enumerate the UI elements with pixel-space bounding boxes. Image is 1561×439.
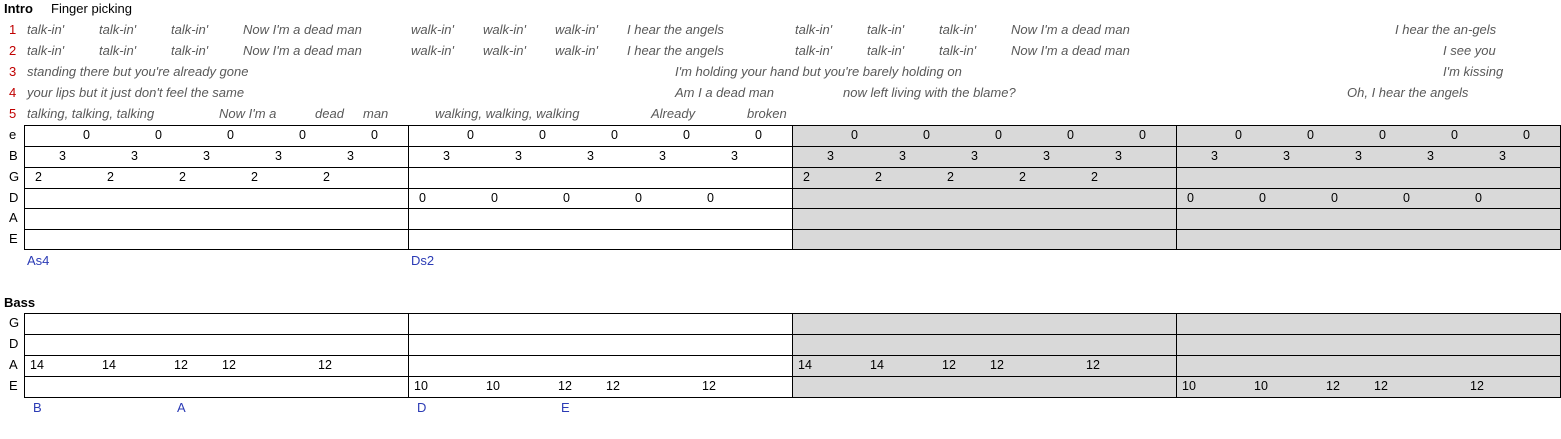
fret-number: 12 [942, 358, 956, 372]
fret-number: 0 [851, 128, 858, 142]
fret-number: 0 [923, 128, 930, 142]
fret-number: 0 [635, 191, 642, 205]
lyric-line-number: 3 [9, 64, 17, 79]
fret-number: 0 [83, 128, 90, 142]
fret-number: 3 [515, 149, 522, 163]
fret-number: 12 [702, 379, 716, 393]
lyric-line-number: 2 [9, 43, 17, 58]
bar-line [792, 313, 793, 398]
fret-number: 0 [491, 191, 498, 205]
fret-number: 0 [371, 128, 378, 142]
lyric-text: Already [651, 106, 696, 121]
fret-number: 3 [1355, 149, 1362, 163]
fret-number: 0 [1187, 191, 1194, 205]
fret-number: 0 [1523, 128, 1530, 142]
bar-line [792, 125, 793, 250]
fret-number: 10 [414, 379, 428, 393]
fret-number: 14 [102, 358, 116, 372]
lyric-text: walk-in' [555, 43, 598, 58]
fret-number: 14 [798, 358, 812, 372]
lyric-text: Oh, I hear the angels [1347, 85, 1469, 100]
lyric-line-number: 1 [9, 22, 17, 37]
lyric-text: talk-in' [27, 22, 65, 37]
chord-label: As4 [27, 253, 50, 268]
lyric-text: Now I'm a dead man [243, 22, 362, 37]
bass-title: Bass [4, 295, 36, 310]
lyric-text: talk-in' [795, 22, 833, 37]
fret-number: 12 [606, 379, 620, 393]
lyric-text: talk-in' [939, 43, 977, 58]
fret-number: 2 [323, 170, 330, 184]
fret-number: 3 [1043, 149, 1050, 163]
bar-line [24, 313, 25, 398]
lyric-text: Now I'm a dead man [1011, 43, 1130, 58]
fret-number: 3 [443, 149, 450, 163]
lyric-text: talk-in' [171, 22, 209, 37]
chord-label: Ds2 [411, 253, 435, 268]
lyric-text: talk-in' [27, 43, 65, 58]
chord-label: A [177, 400, 186, 415]
bar-line [24, 125, 25, 250]
lyric-text: I hear the angels [627, 22, 724, 37]
intro-title: Intro [4, 1, 33, 16]
chord-label: E [561, 400, 570, 415]
fret-number: 3 [827, 149, 834, 163]
fret-number: 3 [347, 149, 354, 163]
fret-number: 2 [875, 170, 882, 184]
fret-number: 2 [803, 170, 810, 184]
fret-number: 12 [1470, 379, 1484, 393]
fret-number: 0 [539, 128, 546, 142]
lyric-text: walking, walking, walking [435, 106, 580, 121]
fret-number: 14 [870, 358, 884, 372]
fret-number: 2 [251, 170, 258, 184]
fret-number: 14 [30, 358, 44, 372]
lyric-text: I see you [1443, 43, 1496, 58]
fret-number: 3 [1283, 149, 1290, 163]
fret-number: 0 [1307, 128, 1314, 142]
bar-line [1176, 125, 1177, 250]
fret-number: 0 [1259, 191, 1266, 205]
fret-number: 2 [1019, 170, 1026, 184]
fret-number: 3 [1115, 149, 1122, 163]
fret-number: 3 [275, 149, 282, 163]
lyric-text: Now I'm a [219, 106, 277, 121]
lyric-line-number: 4 [9, 85, 17, 100]
fret-number: 2 [947, 170, 954, 184]
fret-number: 2 [1091, 170, 1098, 184]
string-label: A [9, 210, 18, 225]
lyric-text: talk-in' [939, 22, 977, 37]
string-label: A [9, 357, 18, 372]
fret-number: 0 [707, 191, 714, 205]
fret-number: 0 [467, 128, 474, 142]
lyric-text: your lips but it just don't feel the same [27, 85, 245, 100]
lyric-text: I'm holding your hand but you're barely holding on [675, 64, 962, 79]
fret-number: 3 [587, 149, 594, 163]
lyric-text: talk-in' [795, 43, 833, 58]
chord-label: B [33, 400, 42, 415]
string-label: B [9, 148, 18, 163]
bar-line [408, 313, 409, 398]
lyric-text: Now I'm a dead man [243, 43, 362, 58]
fret-number: 3 [131, 149, 138, 163]
lyric-text: I hear the an-gels [1395, 22, 1497, 37]
bar-line [408, 125, 409, 250]
fret-number: 12 [1326, 379, 1340, 393]
lyric-text: now left living with the blame? [843, 85, 1016, 100]
fret-number: 12 [318, 358, 332, 372]
fret-number: 0 [1235, 128, 1242, 142]
lyric-text: walk-in' [483, 43, 526, 58]
fret-number: 0 [683, 128, 690, 142]
lyric-text: talk-in' [867, 22, 905, 37]
lyric-text: man [363, 106, 389, 121]
lyric-text: I hear the angels [627, 43, 724, 58]
fret-number: 0 [1331, 191, 1338, 205]
lyric-text: walk-in' [483, 22, 526, 37]
lyric-text: Now I'm a dead man [1011, 22, 1130, 37]
lyric-text: walk-in' [411, 22, 454, 37]
lyric-text: talk-in' [867, 43, 905, 58]
fret-number: 3 [59, 149, 66, 163]
fret-number: 2 [35, 170, 42, 184]
lyric-text: dead [315, 106, 344, 121]
bar-line [1176, 313, 1177, 398]
fret-number: 3 [659, 149, 666, 163]
fret-number: 10 [1254, 379, 1268, 393]
lyric-text: I'm kissing [1443, 64, 1504, 79]
string-label: G [9, 315, 20, 330]
fret-number: 3 [971, 149, 978, 163]
fret-number: 3 [899, 149, 906, 163]
fret-number: 0 [563, 191, 570, 205]
fret-number: 2 [179, 170, 186, 184]
fret-number: 0 [1139, 128, 1146, 142]
fret-number: 0 [299, 128, 306, 142]
fret-number: 12 [558, 379, 572, 393]
intro-subtitle: Finger picking [51, 1, 132, 16]
lyric-text: Am I a dead man [675, 85, 774, 100]
lyric-text: standing there but you're already gone [27, 64, 249, 79]
fret-number: 3 [1427, 149, 1434, 163]
string-label: E [9, 231, 18, 246]
lyric-text: talk-in' [99, 22, 137, 37]
fret-number: 12 [1086, 358, 1100, 372]
lyric-text: walk-in' [555, 22, 598, 37]
fret-number: 0 [1379, 128, 1386, 142]
fret-number: 0 [611, 128, 618, 142]
chord-label: D [417, 400, 427, 415]
fret-number: 12 [1374, 379, 1388, 393]
lyric-text: broken [747, 106, 787, 121]
string-label: D [9, 190, 19, 205]
lyric-text: talk-in' [171, 43, 209, 58]
fret-number: 10 [1182, 379, 1196, 393]
fret-number: 12 [990, 358, 1004, 372]
fret-number: 0 [1451, 128, 1458, 142]
fret-number: 0 [227, 128, 234, 142]
fret-number: 10 [486, 379, 500, 393]
lyric-text: walk-in' [411, 43, 454, 58]
lyric-line-number: 5 [9, 106, 17, 121]
fret-number: 0 [1475, 191, 1482, 205]
string-label: D [9, 336, 19, 351]
fret-number: 12 [174, 358, 188, 372]
fret-number: 3 [731, 149, 738, 163]
fret-number: 3 [1211, 149, 1218, 163]
fret-number: 3 [203, 149, 210, 163]
string-label: E [9, 378, 18, 393]
fret-number: 3 [1499, 149, 1506, 163]
lyric-text: talk-in' [99, 43, 137, 58]
fret-number: 0 [755, 128, 762, 142]
string-label: e [9, 127, 17, 142]
lyric-text: talking, talking, talking [27, 106, 155, 121]
string-label: G [9, 169, 20, 184]
fret-number: 0 [1403, 191, 1410, 205]
fret-number: 12 [222, 358, 236, 372]
fret-number: 0 [1067, 128, 1074, 142]
fret-number: 0 [995, 128, 1002, 142]
fret-number: 2 [107, 170, 114, 184]
fret-number: 0 [155, 128, 162, 142]
fret-number: 0 [419, 191, 426, 205]
